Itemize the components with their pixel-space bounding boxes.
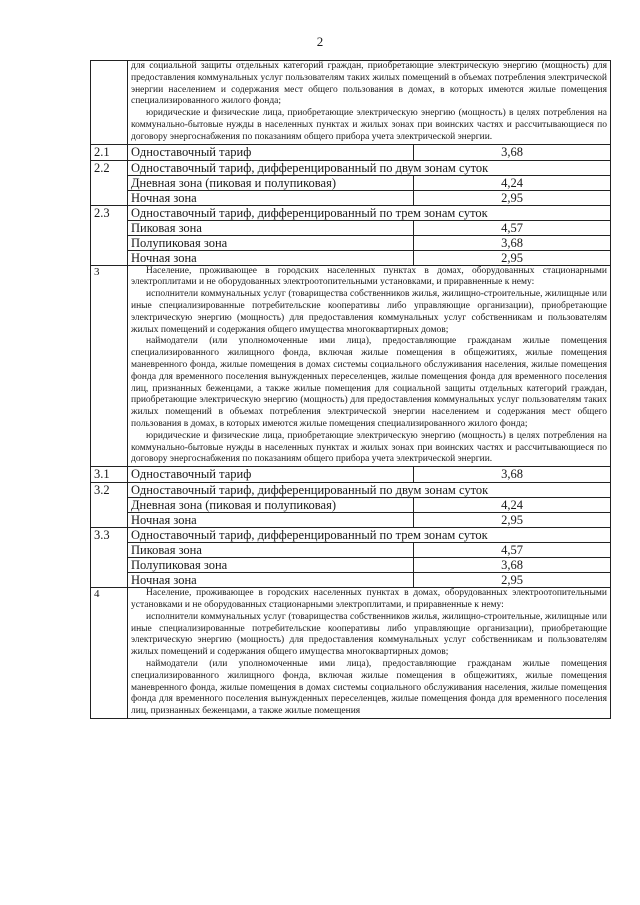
tariff-row-2-1 (91, 144, 611, 160)
zone-label: Дневная зона (пиковая и полупиковая) (128, 175, 414, 190)
zone-label: Дневная зона (пиковая и полупиковая) (128, 498, 414, 513)
tariff-label: Одноставочный тариф (128, 144, 414, 160)
block-2-description-row (91, 61, 611, 145)
description-paragraph: наймодатели (или уполномоченные ими лица), предоставляющие гражданам жилые помещения специализированного жилищного фонда, включая жилые помещения в общежитиях, жилые помещения маневренного фонда, жилые помещения в домах системы социального обслуживания населения, жилые помещения фонда для временного поселения вынужденных переселенцев, жилые помещения фонда для временного поселения лиц, признанных беженцами, а также жилые помещения для социальной защиты отдельных категорий граждан, приобретающие электрическую энергию (мощность) для предоставления коммунальных услуг пользователям таких жилых помещений в объемах потребления электрической энергии населением и содержания мест общего пользования в домах, в которых имеются жилые помещения специализированного жилого фонда; (131, 336, 607, 429)
zone-row (91, 250, 611, 265)
tariff-row-3-2 (91, 483, 611, 498)
zone-value: 2,95 (414, 250, 611, 265)
description-paragraph: Население, проживающее в городских населенных пунктах в домах, оборудованных стационарными электроплитами и не оборудованных электроотопительными установками, и приравненные к нему: (131, 265, 607, 288)
row-number: 2.3 (91, 205, 128, 265)
row-number: 2.2 (91, 160, 128, 205)
block-3-description-row (91, 265, 611, 467)
zone-value: 4,57 (414, 220, 611, 235)
tariff-value: 3,68 (414, 144, 611, 160)
category-description (128, 265, 611, 467)
zone-label: Полупиковая зона (128, 235, 414, 250)
description-paragraph: Население, проживающее в городских населенных пунктах в домах, оборудованных электроотопительными установками и не оборудованных стационарными электроплитами, и приравненные к нему: (131, 588, 607, 610)
row-number: 3 (91, 265, 128, 467)
tariff-row-3-3 (91, 528, 611, 543)
zone-value: 3,68 (414, 235, 611, 250)
block-4-description-row (91, 588, 611, 719)
row-number: 3.1 (91, 467, 128, 483)
zone-value: 4,24 (414, 498, 611, 513)
zone-row (91, 220, 611, 235)
zone-row (91, 175, 611, 190)
zone-label: Ночная зона (128, 573, 414, 588)
zone-label: Ночная зона (128, 250, 414, 265)
tariff-value: 3,68 (414, 467, 611, 483)
tariff-row-3-1 (91, 467, 611, 483)
category-description (128, 588, 611, 719)
tariff-row-2-2 (91, 160, 611, 175)
description-paragraph: юридические и физические лица, приобретающие электрическую энергию (мощность) в целях потребления на коммунально-бытовые нужды в населенных пунктах и жилых зонах при воинских частях и рассчитывающиеся по договору энергоснабжения по показаниям общего прибора учета электрической энергии. (131, 430, 607, 465)
description-paragraph: наймодатели (или уполномоченные ими лица), предоставляющие гражданам жилые помещения специализированного жилищного фонда, включая жилые помещения в общежитиях, жилые помещения маневренного фонда, жилые помещения в домах системы социального обслуживания населения, жилые помещения фонда для временного поселения вынужденных переселенцев, жилые помещения фонда для временного поселения лиц, признанных беженцами, а также жилые помещения (131, 658, 607, 717)
description-paragraph: юридические и физические лица, приобретающие электрическую энергию (мощность) в целях потребления на коммунально-бытовые нужды в населенных пунктах и жилых зонах при воинских частях и рассчитывающиеся по договору энергоснабжения по показаниям общего прибора учета электрической энергии. (131, 108, 607, 142)
zone-row (91, 235, 611, 250)
zone-value: 3,68 (414, 558, 611, 573)
zone-value: 4,24 (414, 175, 611, 190)
tariff-label: Одноставочный тариф, дифференцированный по трем зонам суток (128, 205, 611, 220)
row-number: 4 (91, 588, 128, 719)
zone-row (91, 573, 611, 588)
row-number: 3.2 (91, 483, 128, 528)
tariff-row-2-3 (91, 205, 611, 220)
tariff-label: Одноставочный тариф, дифференцированный по двум зонам суток (128, 160, 611, 175)
tariff-label: Одноставочный тариф, дифференцированный по трем зонам суток (128, 528, 611, 543)
zone-row (91, 558, 611, 573)
zone-label: Пиковая зона (128, 543, 414, 558)
zone-label: Ночная зона (128, 513, 414, 528)
zone-row (91, 190, 611, 205)
tariff-table (90, 60, 611, 719)
zone-value: 4,57 (414, 543, 611, 558)
zone-value: 2,95 (414, 573, 611, 588)
row-number: 3.3 (91, 528, 128, 588)
zone-row (91, 543, 611, 558)
tariff-label: Одноставочный тариф (128, 467, 414, 483)
page-number: 2 (316, 34, 324, 49)
zone-row (91, 498, 611, 513)
zone-label: Пиковая зона (128, 220, 414, 235)
zone-value: 2,95 (414, 190, 611, 205)
description-paragraph: для социальной защиты отдельных категорий граждан, приобретающие электрическую энергию (мощность) для предоставления коммунальных услуг пользователям таких жилых помещений в объемах потребления электрической энергии населением и содержания мест общего пользования в домах, в которых имеются жилые помещения специализированного жилого фонда; (131, 61, 607, 107)
zone-row (91, 513, 611, 528)
description-paragraph: исполнители коммунальных услуг (товарищества собственников жилья, жилищно-строительные, жилищные или иные специализированные потребительские кооперативы либо управляющие организации), приобретающие электрическую энергию (мощность) для предоставления коммунальных услуг собственникам и пользователям жилых помещений и содержания общего имущества многоквартирных домов; (131, 611, 607, 658)
tariff-label: Одноставочный тариф, дифференцированный по двум зонам суток (128, 483, 611, 498)
category-description (128, 61, 611, 145)
row-number: 2.1 (91, 144, 128, 160)
description-paragraph: исполнители коммунальных услуг (товарищества собственников жилья, жилищно-строительные, жилищные или иные специализированные потребительские кооперативы либо управляющие организации), приобретающие электрическую энергию (мощность) для предоставления коммунальных услуг собственникам и пользователям жилых помещений и содержания общего имущества многоквартирных домов; (131, 289, 607, 335)
row-number-empty (91, 61, 128, 145)
zone-label: Полупиковая зона (128, 558, 414, 573)
zone-label: Ночная зона (128, 190, 414, 205)
zone-value: 2,95 (414, 513, 611, 528)
